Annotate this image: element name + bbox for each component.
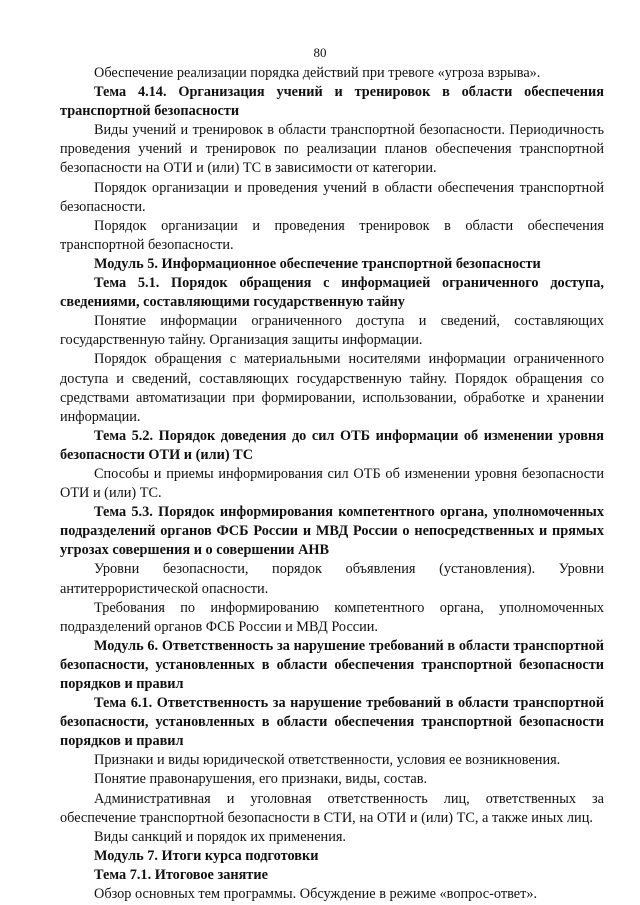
topic-heading-7-1: Тема 7.1. Итоговое занятие xyxy=(94,866,268,883)
page-content xyxy=(60,64,604,904)
paragraph: Уровни безопасности, порядок объявления (установления). Уровни антитеррористической опасности. xyxy=(60,561,604,597)
paragraph: Признаки и виды юридической ответственности, условия ее возникновения. xyxy=(94,752,561,769)
paragraph-fire-alarm: Обеспечение реализации порядка действий при тревоге «угроза взрыва». xyxy=(94,65,541,81)
paragraph: Виды санкций и порядок их применения. xyxy=(94,828,346,845)
paragraph: Административная и уголовная ответственность лиц, ответственных за обеспечение транспортной безопасности в СТИ, на ОТИ и (или) ТС, а также иных лиц. xyxy=(60,790,604,826)
paragraph: Обзор основных тем программы. Обсуждение в режиме «вопрос-ответ». xyxy=(94,886,538,903)
topic-heading-4-14: Тема 4.14. Организация учений и тренировок в области обеспечения транспортной безопасности xyxy=(60,84,604,120)
page-number: 80 xyxy=(313,45,327,60)
paragraph: Понятие информации ограниченного доступа и сведений, составляющих государственную тайну. Организация защиты информации. xyxy=(60,313,604,349)
paragraph: Требования по информированию компетентного органа, уполномоченных подразделений органов ФСБ России и МВД России. xyxy=(60,599,604,635)
topic-heading-6-1: Тема 6.1. Ответственность за нарушение требований в области транспортной безопасности, установленных в области обеспечения транспортной безопасности порядков и правил xyxy=(60,695,604,750)
module-heading-6: Модуль 6. Ответственность за нарушение требований в области транспортной безопасности, установленных в области обеспечения транспортной безопасности порядков и правил xyxy=(60,637,604,692)
paragraph: Порядок организации и проведения тренировок в области обеспечения транспортной безопасности. xyxy=(60,217,604,253)
paragraph: Порядок обращения с материальными носителями информации ограниченного доступа и сведений, составляющих государственную тайну. Порядок обращения со средствами автоматизации при формировании, использовании, обработке и хранении информации. xyxy=(60,351,604,425)
topic-heading-5-1: Тема 5.1. Порядок обращения с информацией ограниченного доступа, сведениями, составляющими государственную тайну xyxy=(60,275,604,311)
topic-heading-5-3: Тема 5.3. Порядок информирования компетентного органа, уполномоченных подразделений органов ФСБ России и МВД России о непосредственных и прямых угрозах совершения и о совершении АНВ xyxy=(60,504,604,559)
module-heading-7: Модуль 7. Итоги курса подготовки xyxy=(94,847,319,864)
module-heading-5: Модуль 5. Информационное обеспечение транспортной безопасности xyxy=(94,255,541,272)
paragraph: Виды учений и тренировок в области транспортной безопасности. Периодичность проведения учений и тренировок по реализации планов обеспечения транспортной безопасности на ОТИ и (или) ТС в зависимости от категории. xyxy=(60,122,604,177)
paragraph: Способы и приемы информирования сил ОТБ об изменении уровня безопасности ОТИ и (или) ТС. xyxy=(60,465,604,502)
paragraph: Понятие правонарушения, его признаки, виды, состав. xyxy=(94,771,428,788)
topic-heading-5-2: Тема 5.2. Порядок доведения до сил ОТБ информации об изменении уровня безопасности ОТИ и (или) ТС xyxy=(60,427,604,463)
paragraph: Порядок организации и проведения учений в области обеспечения транспортной безопасности. xyxy=(60,179,604,215)
